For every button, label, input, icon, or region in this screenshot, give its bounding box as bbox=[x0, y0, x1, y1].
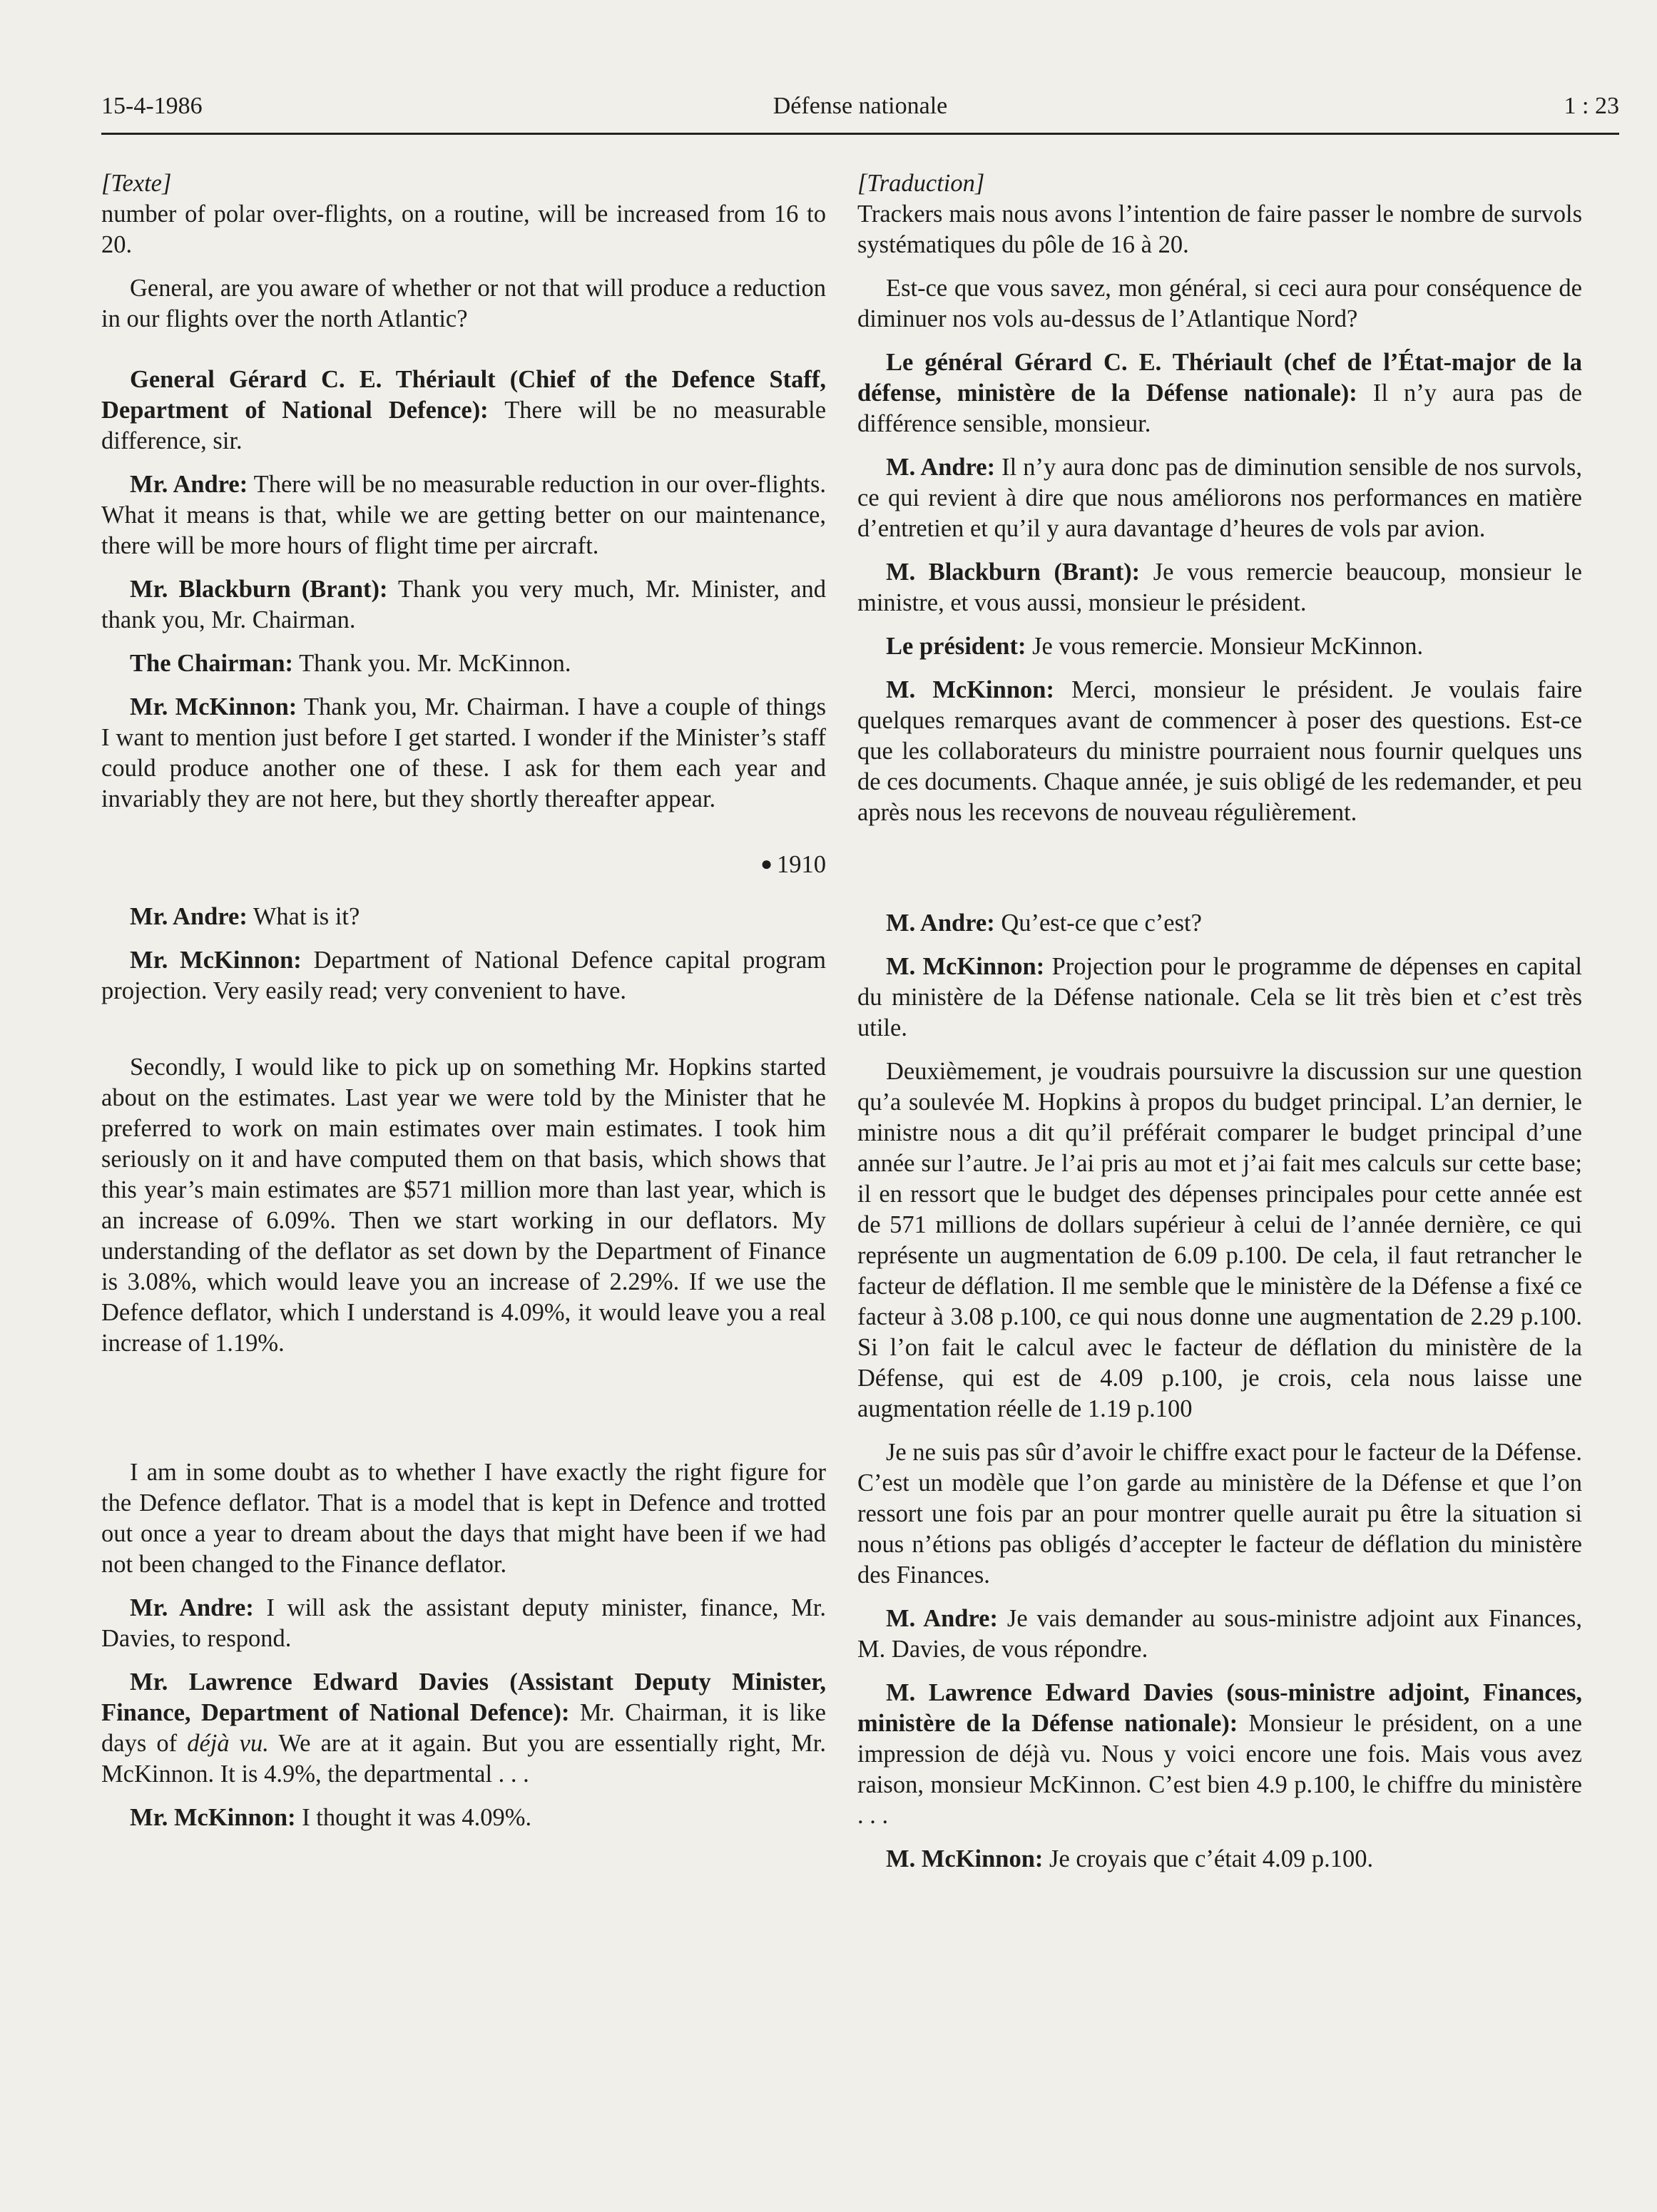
header-date: 15-4-1986 bbox=[101, 93, 203, 119]
speaker: M. McKinnon: bbox=[886, 1845, 1044, 1872]
speech bbox=[101, 945, 826, 1006]
speech bbox=[857, 1604, 1582, 1665]
speech bbox=[101, 1667, 826, 1790]
paragraph: Deuxièmement, je voudrais poursuivre la discussion sur une question qu’a soulevée M. Hopkins à propos du budget principal. L’an dernier, le ministre nous a dit qu’il préférait comparer le budget principal d’une année sur l’autre. Je l’ai pris au mot et j’ai fait mes calculs sur cette base; il en ressort que le budget des dépenses principales pour cette année est de 571 millions de dollars supérieur à celui de l’année dernière, ce qui représente un augmentation de 6.09 p.100. De cela, il faut retrancher le facteur de déflation. Il me semble que le ministère de la Défense a fixé ce facteur à 3.08 p.100, ce qui nous donne une augmentation de 2.29 p.100. Si l’on fait le calcul avec le facteur de déflation du ministère de la Défense, qui est de 4.09 p.100, je crois, cela nous laisse une augmentation réelle de 1.19 p.100 bbox=[857, 1058, 1582, 1422]
speaker: Mr. Andre: bbox=[130, 471, 248, 498]
speech-text: Qu’est-ce que c’est? bbox=[994, 909, 1202, 937]
header-page-number: 1 : 23 bbox=[1564, 93, 1619, 119]
speech bbox=[101, 574, 826, 636]
speech bbox=[101, 469, 826, 561]
speech bbox=[101, 692, 826, 815]
speaker: Mr. McKinnon: bbox=[130, 693, 297, 720]
speech bbox=[857, 952, 1582, 1044]
paragraph: Est-ce que vous savez, mon général, si ceci aura pour conséquence de diminuer nos vols au-dessus de l’Atlantique Nord? bbox=[857, 275, 1582, 332]
header-title: Défense nationale bbox=[773, 93, 948, 119]
speech-emphasis: déjà vu. bbox=[187, 1730, 269, 1757]
speech bbox=[857, 908, 1582, 939]
paragraph: General, are you aware of whether or not that will produce a reduction in our flights over the north Atlantic? bbox=[101, 275, 826, 332]
speech-text: Je croyais que c’était 4.09 p.100. bbox=[1043, 1845, 1374, 1872]
speech-text: What is it? bbox=[247, 903, 360, 930]
speech bbox=[101, 902, 826, 932]
speaker: Le général Gérard C. E. Thériault (chef de l’État-major de la défense, ministère de la Défense nationale): bbox=[857, 349, 1582, 407]
speech-text: Thank you. Mr. McKinnon. bbox=[293, 650, 571, 677]
paragraph: Trackers mais nous avons l’intention de faire passer le nombre de survols systématiques du pôle de 16 à 20. bbox=[857, 200, 1582, 258]
paragraph: number of polar over-flights, on a routine, will be increased from 16 to 20. bbox=[101, 200, 826, 258]
speech bbox=[857, 452, 1582, 544]
speech-text: Merci, monsieur le président. Je voulais faire quelques remarques avant de commencer à poser des questions. Est-ce que les collaborateurs du ministre pourraient nous fournir quelques uns de ces documents. Chaque année, je suis obligé de les redemander, et peu après nous les recevons de nouveau régulièrement. bbox=[857, 676, 1583, 826]
speaker: M. Andre: bbox=[886, 1605, 998, 1632]
speech-text: Projection pour le programme de dépenses en capital du ministère de la Défense nationale. Cela se lit très bien et c’est très utile. bbox=[857, 953, 1582, 1041]
speech-text: Je vous remercie beaucoup, monsieur le ministre, et vous aussi, monsieur le président. bbox=[857, 559, 1582, 616]
speaker: M. McKinnon: bbox=[886, 676, 1054, 703]
speech bbox=[857, 1678, 1582, 1831]
speaker: Mr. McKinnon: bbox=[130, 947, 302, 974]
speech-text: There will be no measurable difference, sir. bbox=[101, 397, 827, 454]
speaker: M. Andre: bbox=[886, 454, 996, 481]
english-column bbox=[101, 168, 826, 1846]
speaker: Mr. Blackburn (Brant): bbox=[130, 576, 388, 603]
speaker: M. Blackburn (Brant): bbox=[886, 559, 1141, 586]
speech-text: Department of National Defence capital program projection. Very easily read; very convenient to have. bbox=[101, 947, 826, 1004]
speech-text: Je vais demander au sous-ministre adjoint aux Finances, M. Davies, de vous répondre. bbox=[857, 1605, 1582, 1663]
speech bbox=[101, 365, 826, 457]
column-tag: [Traduction] bbox=[857, 170, 985, 197]
time-marker bbox=[101, 849, 826, 880]
speaker: The Chairman: bbox=[130, 650, 294, 677]
speech bbox=[857, 631, 1582, 662]
speaker: M. Andre: bbox=[886, 909, 995, 937]
column-tag: [Texte] bbox=[101, 170, 172, 197]
paragraph: Je ne suis pas sûr d’avoir le chiffre exact pour le facteur de la Défense. C’est un modèle que l’on garde au ministère de la Défense et que l’on ressort une fois par an pour montrer quelle aurait pu être la situation si nous n’étions pas obligés d’accepter le facteur de déflation du ministère des Finances. bbox=[857, 1439, 1582, 1589]
french-column bbox=[857, 168, 1582, 1887]
speech bbox=[857, 1844, 1582, 1875]
speech-text: Thank you very much, Mr. Minister, and thank you, Mr. Chairman. bbox=[101, 576, 826, 633]
speaker: Mr. Lawrence Edward Davies (Assistant Deputy Minister, Finance, Department of National Defence): bbox=[101, 1668, 826, 1726]
speaker: M. Lawrence Edward Davies (sous-ministre adjoint, Finances, ministère de la Défense nationale): bbox=[857, 1679, 1582, 1737]
speech-text: We are at it again. But you are essentially right, Mr. McKinnon. It is 4.9%, the departmental . . . bbox=[101, 1730, 826, 1788]
speech-text: Je vous remercie. Monsieur McKinnon. bbox=[1026, 633, 1424, 660]
speech bbox=[857, 557, 1582, 618]
speech-text: Mr. Chairman, it is like days of bbox=[101, 1699, 826, 1757]
bullet-icon: ● bbox=[760, 853, 773, 875]
time-value: 1910 bbox=[777, 851, 826, 878]
speech-text: Monsieur le président, on a une impression de déjà vu. Nous y voici encore une fois. Mais vous avez raison, monsieur McKinnon. C’est bien 4.9 p.100, le chiffre du ministère . . . bbox=[857, 1710, 1582, 1829]
speech-text: Il n’y aura donc pas de diminution sensible de nos survols, ce qui revient à dire que nous améliorons nos performances en matière d’entretien et qu’il y aura davantage d’heures de vols par avion. bbox=[857, 454, 1582, 542]
speech bbox=[101, 648, 826, 679]
speaker: M. McKinnon: bbox=[886, 953, 1045, 980]
speaker: Le président: bbox=[886, 633, 1026, 660]
speech bbox=[101, 1803, 826, 1833]
paragraph: Secondly, I would like to pick up on something Mr. Hopkins started about on the estimates. Last year we were told by the Minister that he preferred to work on main estimates over main estimates. I took him seriously on it and have computed them on that basis, which shows that this year’s main estimates are $571 million more than last year, which is an increase of 6.09%. Then we start working in our deflators. My understanding of the deflator as set down by the Department of Finance is 3.08%, which would leave you an increase of 2.29%. If we use the Defence deflator, which I understand is 4.09%, it would leave you a real increase of 1.19%. bbox=[101, 1054, 826, 1357]
speech-text: There will be no measurable reduction in our over-flights. What it means is that, while we are getting better on our maintenance, there will be more hours of flight time per aircraft. bbox=[101, 471, 826, 559]
speech bbox=[857, 347, 1582, 439]
speech-text: I thought it was 4.09%. bbox=[295, 1804, 532, 1831]
speaker: Mr. Andre: bbox=[130, 903, 248, 930]
speaker: Mr. Andre: bbox=[130, 1594, 254, 1621]
page-header bbox=[101, 87, 1619, 135]
speech-text: Il n’y aura pas de différence sensible, monsieur. bbox=[857, 379, 1582, 437]
speech bbox=[857, 675, 1582, 828]
speech-text: Thank you, Mr. Chairman. I have a couple of things I want to mention just before I get started. I wonder if the Minister’s staff could produce another one of these. I ask for them each year and invariably they are not here, but they shortly thereafter appear. bbox=[101, 693, 826, 812]
speech-text: I will ask the assistant deputy minister, finance, Mr. Davies, to respond. bbox=[101, 1594, 826, 1652]
speech bbox=[101, 1593, 826, 1654]
paragraph: I am in some doubt as to whether I have exactly the right figure for the Defence deflator. That is a model that is kept in Defence and trotted out once a year to dream about the days that might have been if we had not been changed to the Finance deflator. bbox=[101, 1459, 826, 1578]
speaker: General Gérard C. E. Thériault (Chief of the Defence Staff, Department of National Defence): bbox=[101, 366, 826, 424]
speaker: Mr. McKinnon: bbox=[130, 1804, 296, 1831]
